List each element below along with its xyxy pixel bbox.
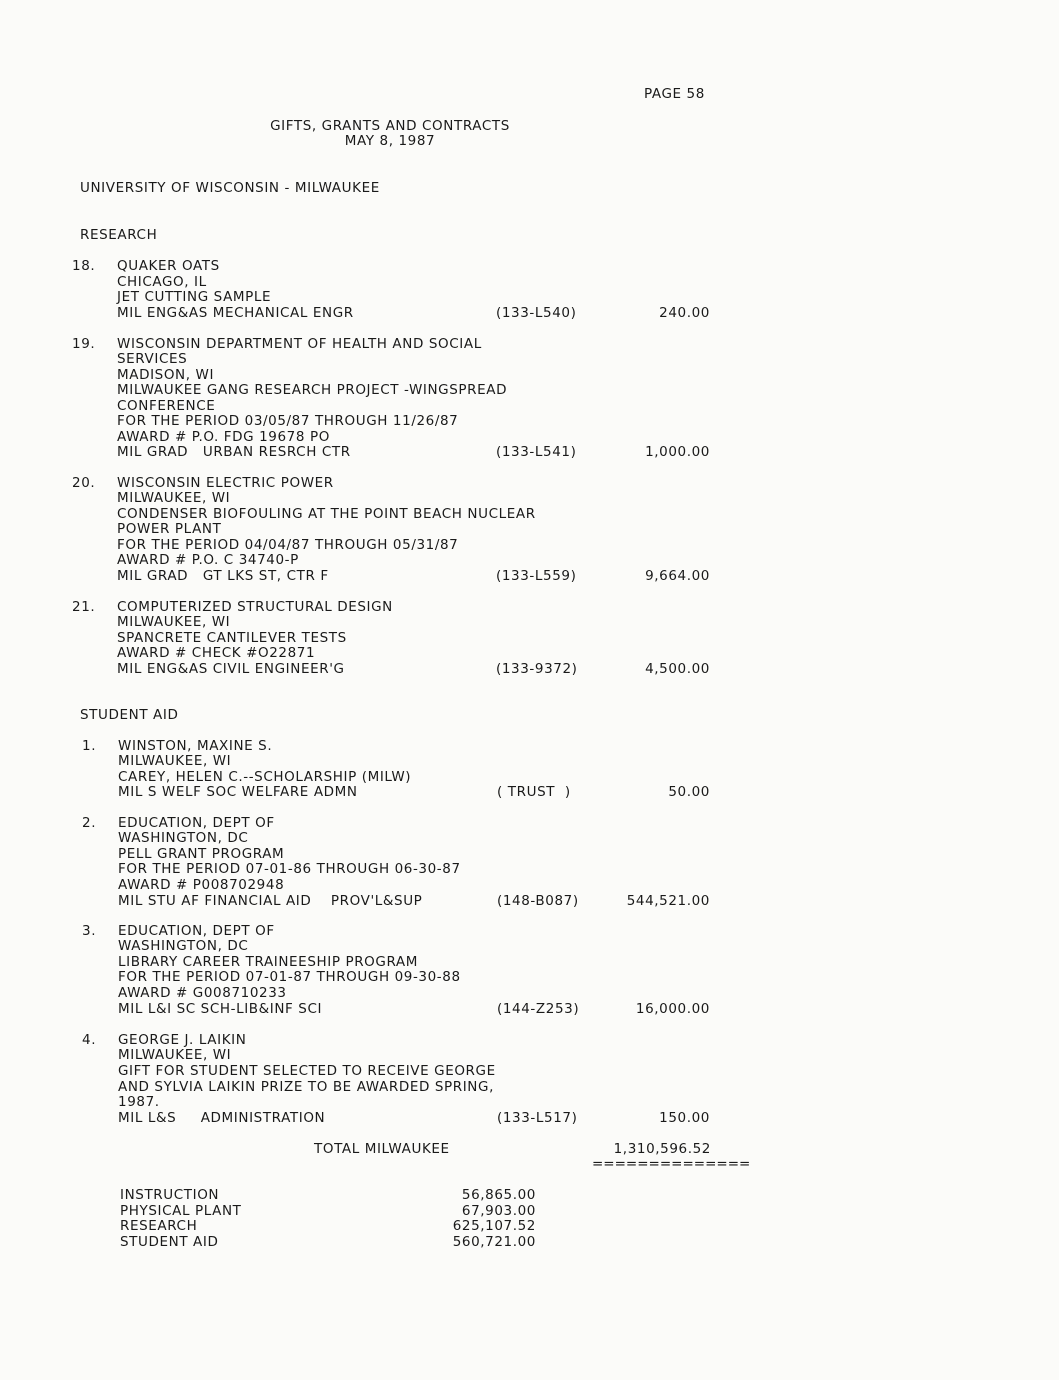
account-code: (133-L559) [496,568,577,584]
entry-line: LIBRARY CAREER TRAINEESHIP PROGRAM [118,954,418,970]
entry-line: FOR THE PERIOD 04/04/87 THROUGH 05/31/87 [117,537,459,553]
account-code: ( TRUST ) [497,784,571,800]
entry-amount: 4,500.00 [645,661,710,677]
entry-number: 3. [82,923,97,939]
entry-line: POWER PLANT [117,521,222,537]
entry-line: CONFERENCE [117,398,216,414]
section-heading-research: RESEARCH [80,227,158,243]
entry-amount: 16,000.00 [635,1001,710,1017]
account-code: (133-9372) [496,661,578,677]
entry-line: MIL ENG&AS MECHANICAL ENGR [117,305,354,321]
total-rule: ============== [592,1156,751,1172]
entry-line: QUAKER OATS [117,258,220,274]
entry-line: FOR THE PERIOD 07-01-87 THROUGH 09-30-88 [118,969,461,985]
entry-line: EDUCATION, DEPT OF [118,815,275,831]
entry-line: COMPUTERIZED STRUCTURAL DESIGN [117,599,393,615]
entry-number: 4. [82,1032,97,1048]
entry-line: WINSTON, MAXINE S. [118,738,273,754]
entry-line: AWARD # P008702948 [118,877,285,893]
entry-amount: 150.00 [659,1110,710,1126]
entry-line: CAREY, HELEN C.--SCHOLARSHIP (MILW) [118,769,412,785]
entry-line: CHICAGO, IL [117,274,207,290]
summary-label: PHYSICAL PLANT [120,1203,242,1219]
entry-line: MIL S WELF SOC WELFARE ADMN [118,784,358,800]
entry-line: PELL GRANT PROGRAM [118,846,285,862]
account-code: (133-L517) [497,1110,578,1126]
entry-number: 18. [72,258,96,274]
entry-line: AWARD # G008710233 [118,985,287,1001]
entry-number: 1. [82,738,97,754]
entry-line: FOR THE PERIOD 03/05/87 THROUGH 11/26/87 [117,413,459,429]
entry-line: SERVICES [117,351,188,367]
entry-line: MILWAUKEE, WI [118,753,232,769]
account-code: (144-Z253) [497,1001,580,1017]
entry-line: MIL ENG&AS CIVIL ENGINEER'G [117,661,345,677]
entry-line: MILWAUKEE GANG RESEARCH PROJECT -WINGSPREAD [117,382,508,398]
entry-line: MILWAUKEE, WI [117,614,231,630]
entry-number: 19. [72,336,96,352]
entry-line: SPANCRETE CANTILEVER TESTS [117,630,347,646]
entry-line: WISCONSIN ELECTRIC POWER [117,475,334,491]
entry-line: MIL L&S ADMINISTRATION [118,1110,326,1126]
entry-amount: 1,000.00 [645,444,710,460]
entry-line: AWARD # CHECK #O22871 [117,645,316,661]
document-date: MAY 8, 1987 [344,133,436,149]
account-code: (133-L541) [496,444,577,460]
entry-line: AWARD # P.O. C 34740-P [117,552,299,568]
entry-line: MILWAUKEE, WI [118,1047,232,1063]
entry-line: MADISON, WI [117,367,215,383]
page-number: PAGE 58 [644,86,705,102]
section-heading-student-aid: STUDENT AID [80,707,179,723]
entry-line: AND SYLVIA LAIKIN PRIZE TO BE AWARDED SPRING, [118,1079,494,1095]
summary-label: RESEARCH [120,1218,198,1234]
entry-number: 2. [82,815,97,831]
entry-amount: 50.00 [668,784,710,800]
entry-line: WASHINGTON, DC [118,830,249,846]
entry-line: JET CUTTING SAMPLE [117,289,272,305]
summary-label: STUDENT AID [120,1234,219,1250]
entry-amount: 544,521.00 [626,893,710,909]
entry-line: WISCONSIN DEPARTMENT OF HEALTH AND SOCIAL [117,336,482,352]
entry-line: MILWAUKEE, WI [117,490,231,506]
entry-line: MIL GRAD GT LKS ST, CTR F [117,568,329,584]
entry-amount: 9,664.00 [645,568,710,584]
account-code: (133-L540) [496,305,577,321]
entry-line: EDUCATION, DEPT OF [118,923,275,939]
account-code: (148-B087) [497,893,579,909]
summary-label: INSTRUCTION [120,1187,220,1203]
entry-line: WASHINGTON, DC [118,938,249,954]
entry-line: GIFT FOR STUDENT SELECTED TO RECEIVE GEORGE [118,1063,496,1079]
total-amount: 1,310,596.52 [613,1141,711,1157]
entry-line: 1987. [118,1094,160,1110]
document-title: GIFTS, GRANTS AND CONTRACTS [270,118,510,134]
entry-line: MIL STU AF FINANCIAL AID PROV'L&SUP [118,893,423,909]
summary-amount: 56,865.00 [461,1187,536,1203]
entry-line: MIL GRAD URBAN RESRCH CTR [117,444,351,460]
entry-number: 20. [72,475,96,491]
entry-line: CONDENSER BIOFOULING AT THE POINT BEACH NUCLEAR [117,506,536,522]
entry-line: AWARD # P.O. FDG 19678 PO [117,429,330,445]
entry-amount: 240.00 [659,305,710,321]
summary-amount: 67,903.00 [461,1203,536,1219]
entry-line: GEORGE J. LAIKIN [118,1032,247,1048]
entry-number: 21. [72,599,96,615]
total-label: TOTAL MILWAUKEE [314,1141,450,1157]
summary-amount: 625,107.52 [452,1218,536,1234]
institution-name: UNIVERSITY OF WISCONSIN - MILWAUKEE [80,180,380,196]
entry-line: FOR THE PERIOD 07-01-86 THROUGH 06-30-87 [118,861,461,877]
summary-amount: 560,721.00 [452,1234,536,1250]
entry-line: MIL L&I SC SCH-LIB&INF SCI [118,1001,323,1017]
